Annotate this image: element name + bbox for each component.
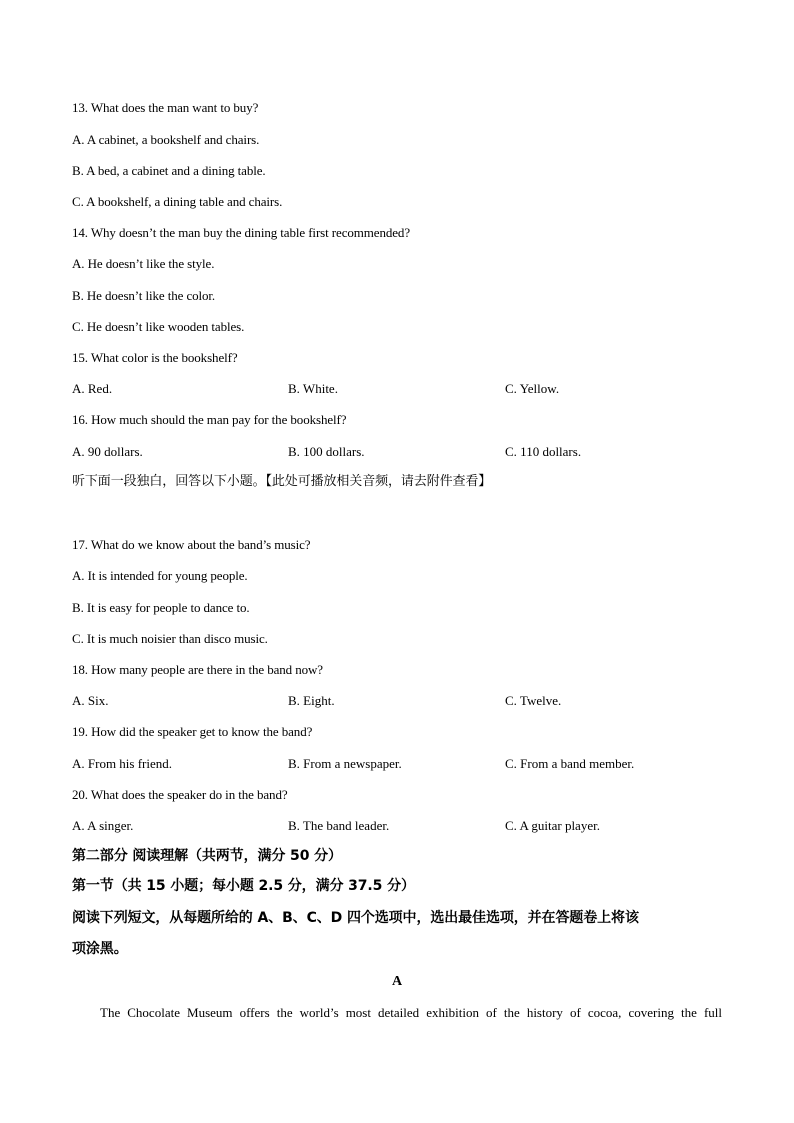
- reading-instruction-line2: 项涂黑。: [72, 941, 128, 957]
- question-19-option-c: C. From a band member.: [505, 756, 635, 771]
- question-19-option-a: A. From his friend.: [72, 756, 173, 771]
- question-14-option-c: C. He doesn’t like wooden tables.: [72, 319, 245, 334]
- question-18-option-a: A. Six.: [72, 693, 109, 708]
- question-19-option-b: B. From a newspaper.: [288, 756, 402, 771]
- reading-instruction-line1: 阅读下列短文，从每题所给的 A、B、C、D 四个选项中，选出最佳选项，并在答题卷上将该: [72, 910, 639, 926]
- question-16-option-a: A. 90 dollars.: [72, 444, 143, 459]
- question-18-option-c: C. Twelve.: [505, 693, 562, 708]
- passage-label: A: [391, 974, 403, 989]
- passage-first-line: The Chocolate Museum offers the world’s most detailed exhibition of the history of cocoa, covering the full: [100, 1005, 722, 1020]
- question-14-option-a: A. He doesn’t like the style.: [72, 256, 215, 271]
- question-13-option-c: C. A bookshelf, a dining table and chairs.: [72, 194, 283, 209]
- question-13-stem: 13. What does the man want to buy?: [72, 100, 259, 115]
- question-14-option-b: B. He doesn’t like the color.: [72, 288, 216, 303]
- part2-title: 第二部分 阅读理解（共两节，满分 50 分）: [72, 848, 342, 864]
- question-15-stem: 15. What color is the bookshelf?: [72, 350, 238, 365]
- question-19-stem: 19. How did the speaker get to know the band?: [72, 724, 313, 739]
- question-20-option-a: A. A singer.: [72, 818, 134, 833]
- question-20-option-b: B. The band leader.: [288, 818, 390, 833]
- question-18-option-b: B. Eight.: [288, 693, 335, 708]
- question-13-option-a: A. A cabinet, a bookshelf and chairs.: [72, 132, 260, 147]
- question-15-option-a: A. Red.: [72, 381, 113, 396]
- monologue-instruction: 听下面一段独白，回答以下小题。【此处可播放相关音频，请去附件查看】: [72, 474, 492, 489]
- question-16-option-b: B. 100 dollars.: [288, 444, 365, 459]
- question-13-option-b: B. A bed, a cabinet and a dining table.: [72, 163, 266, 178]
- question-17-stem: 17. What do we know about the band’s music?: [72, 537, 311, 552]
- question-17-option-c: C. It is much noisier than disco music.: [72, 631, 268, 646]
- question-17-option-b: B. It is easy for people to dance to.: [72, 600, 250, 615]
- question-14-stem: 14. Why doesn’t the man buy the dining table first recommended?: [72, 225, 410, 240]
- question-20-stem: 20. What does the speaker do in the band?: [72, 787, 288, 802]
- question-18-stem: 18. How many people are there in the band now?: [72, 662, 323, 677]
- section1-title: 第一节（共 15 小题；每小题 2.5 分，满分 37.5 分）: [72, 878, 415, 894]
- question-20-option-c: C. A guitar player.: [505, 818, 600, 833]
- question-17-option-a: A. It is intended for young people.: [72, 568, 248, 583]
- question-15-option-c: C. Yellow.: [505, 381, 560, 396]
- question-16-stem: 16. How much should the man pay for the bookshelf?: [72, 412, 347, 427]
- question-16-option-c: C. 110 dollars.: [505, 444, 582, 459]
- question-15-option-b: B. White.: [288, 381, 338, 396]
